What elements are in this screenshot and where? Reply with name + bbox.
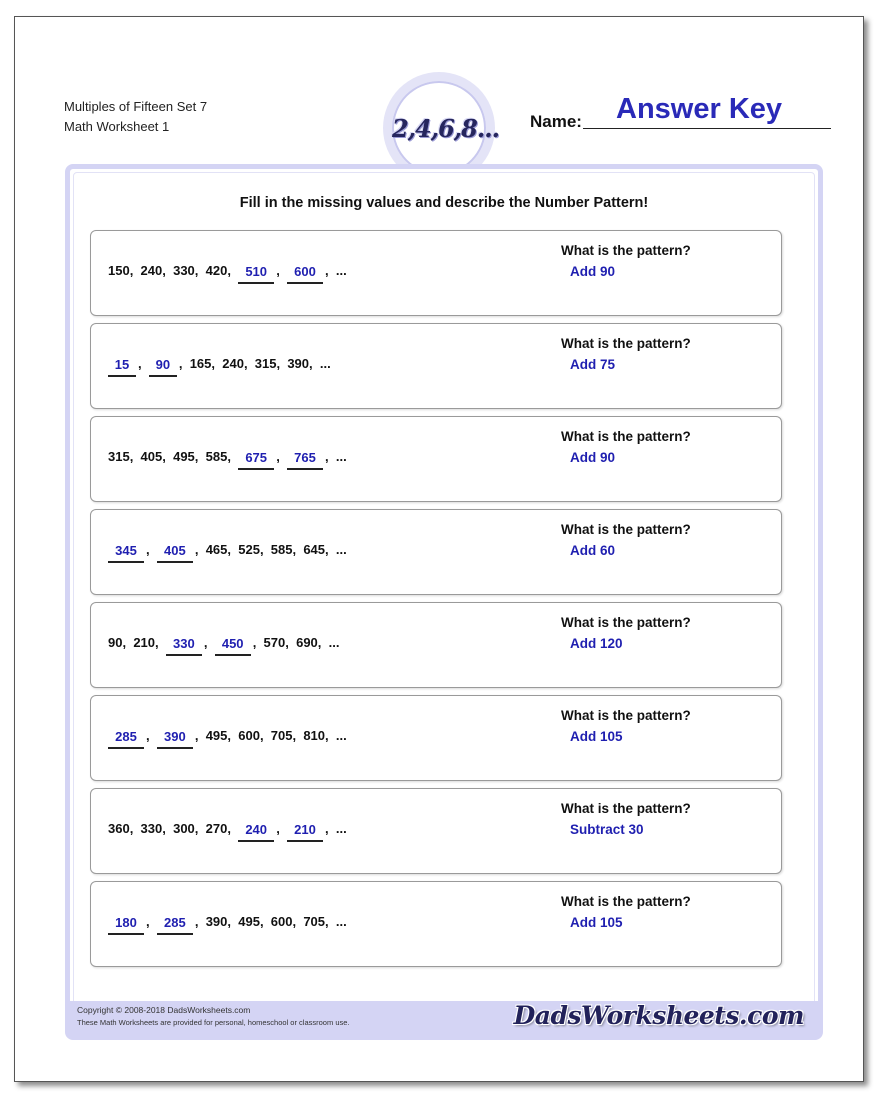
sequence-term: 210 <box>133 635 156 650</box>
pattern-answer[interactable]: Add 75 <box>570 357 616 372</box>
sequence-term: 315 <box>254 356 277 371</box>
answer-blank[interactable]: 600 <box>287 264 323 284</box>
number-sequence <box>108 258 347 278</box>
answer-blank[interactable]: 390 <box>157 729 193 749</box>
worksheet-page <box>14 16 864 1082</box>
sequence-separator: , <box>259 914 271 929</box>
answer-blank[interactable]: 210 <box>287 822 323 842</box>
usage-notice: These Math Worksheets are provided for personal, homeschool or classroom use. <box>77 1018 350 1027</box>
sequence-term: 585 <box>270 542 293 557</box>
pattern-question: What is the pattern? <box>561 801 691 816</box>
answer-blank[interactable]: 510 <box>238 264 274 284</box>
answer-blank[interactable]: 405 <box>157 543 193 563</box>
sequence-separator: , <box>155 635 166 650</box>
sequence-term: 600 <box>238 728 260 743</box>
sequence-separator: , <box>146 542 157 557</box>
sequence-separator: , <box>325 263 336 278</box>
sequence-separator: , <box>243 356 255 371</box>
answer-blank[interactable]: 285 <box>157 915 193 935</box>
sequence-separator: , <box>227 914 239 929</box>
sequence-term: 165 <box>189 356 212 371</box>
sequence-separator: , <box>276 821 288 836</box>
sequence-separator: , <box>227 728 239 743</box>
sequence-term: 240 <box>222 356 244 371</box>
pattern-question: What is the pattern? <box>561 243 691 258</box>
sequence-term: 600 <box>270 914 293 929</box>
logo-ring <box>392 81 499 175</box>
pattern-question: What is the pattern? <box>561 429 691 444</box>
sequence-separator: , <box>146 914 157 929</box>
sequence-separator: , <box>292 728 304 743</box>
sequence-term: 390 <box>205 914 228 929</box>
sequence-separator: , <box>194 821 206 836</box>
sequence-separator: , <box>194 914 206 929</box>
sequence-term: 390 <box>287 356 310 371</box>
sequence-separator: , <box>325 821 336 836</box>
sequence-term: 405 <box>140 449 163 464</box>
sequence-separator: , <box>317 635 329 650</box>
answer-blank[interactable]: 90 <box>149 357 177 377</box>
sequence-separator: , <box>162 449 174 464</box>
sequence-ellipsis: ... <box>328 635 340 650</box>
sequence-separator: , <box>227 449 239 464</box>
sequence-term: 330 <box>173 263 195 278</box>
problem-box <box>90 230 782 316</box>
sequence-separator: , <box>122 635 134 650</box>
sequence-separator: , <box>194 263 206 278</box>
answer-blank[interactable]: 765 <box>287 450 323 470</box>
sequence-separator: , <box>194 449 206 464</box>
sequence-term: 645 <box>303 542 326 557</box>
sequence-separator: , <box>227 263 239 278</box>
sequence-separator: , <box>325 449 336 464</box>
sequence-separator: , <box>325 728 336 743</box>
sequence-separator: , <box>138 356 149 371</box>
sequence-separator: , <box>292 542 304 557</box>
sequence-term: 495 <box>238 914 260 929</box>
sequence-term: 495 <box>173 449 195 464</box>
sequence-term: 150 <box>108 263 130 278</box>
answer-blank[interactable]: 450 <box>215 636 251 656</box>
instructions: Fill in the missing values and describe the Number Pattern! <box>239 195 649 211</box>
sequence-ellipsis: ... <box>335 542 347 557</box>
answer-blank[interactable]: 180 <box>108 915 144 935</box>
footer <box>70 1001 818 1035</box>
copyright-text: Copyright © 2008-2018 DadsWorksheets.com <box>77 1005 251 1015</box>
sequence-term: 300 <box>173 821 195 836</box>
sequence-separator: , <box>162 263 174 278</box>
number-sequence <box>108 351 331 371</box>
problems-panel <box>65 164 823 1040</box>
sequence-separator: , <box>162 821 174 836</box>
sequence-ellipsis: ... <box>335 263 347 278</box>
sequence-separator: , <box>292 914 304 929</box>
sequence-term: 585 <box>205 449 228 464</box>
sequence-term: 90 <box>108 635 123 650</box>
sequence-term: 570 <box>263 635 286 650</box>
pattern-answer[interactable]: Add 60 <box>570 543 616 558</box>
sequence-term: 360 <box>108 821 130 836</box>
sequence-ellipsis: ... <box>335 728 347 743</box>
sequence-term: 270 <box>205 821 228 836</box>
sequence-separator: , <box>276 356 288 371</box>
sequence-separator: , <box>252 635 264 650</box>
sequence-term: 330 <box>140 821 163 836</box>
sequence-ellipsis: ... <box>335 914 347 929</box>
sequence-separator: , <box>325 914 336 929</box>
sequence-ellipsis: ... <box>319 356 331 371</box>
sequence-term: 240 <box>140 263 163 278</box>
number-sequence <box>108 444 347 464</box>
problem-box <box>90 602 782 688</box>
sequence-separator: , <box>146 728 157 743</box>
sequence-term: 525 <box>238 542 260 557</box>
sequence-term: 810 <box>303 728 326 743</box>
name-label: Name: <box>530 112 582 131</box>
sequence-separator: , <box>203 635 215 650</box>
problem-box <box>90 416 782 502</box>
answer-blank[interactable]: 675 <box>238 450 274 470</box>
answer-blank[interactable]: 240 <box>238 822 274 842</box>
number-sequence <box>108 537 347 557</box>
sequence-separator: , <box>194 542 206 557</box>
problem-box <box>90 788 782 874</box>
sequence-term: 705 <box>270 728 293 743</box>
answer-key-label: Answer Key <box>616 93 783 125</box>
pattern-question: What is the pattern? <box>561 894 691 909</box>
pattern-answer[interactable]: Add 105 <box>570 915 623 930</box>
sequence-separator: , <box>259 542 271 557</box>
sequence-separator: , <box>129 263 141 278</box>
sequence-separator: , <box>178 356 190 371</box>
sequence-term: 465 <box>205 542 228 557</box>
sequence-separator: , <box>259 728 271 743</box>
answer-blank[interactable]: 285 <box>108 729 144 749</box>
answer-blank[interactable]: 330 <box>166 636 202 656</box>
sequence-separator: , <box>129 821 141 836</box>
worksheet-header <box>64 97 207 137</box>
worksheet-subtitle: Math Worksheet 1 <box>64 119 170 134</box>
sequence-separator: , <box>276 263 288 278</box>
answer-blank[interactable]: 345 <box>108 543 144 563</box>
pattern-question: What is the pattern? <box>561 708 691 723</box>
logo-text: 2,4,6,8... <box>392 114 499 143</box>
sequence-term: 495 <box>205 728 228 743</box>
sequence-separator: , <box>276 449 288 464</box>
pattern-answer[interactable]: Add 105 <box>570 729 623 744</box>
number-sequence <box>108 816 347 836</box>
sequence-ellipsis: ... <box>335 821 347 836</box>
sequence-separator: , <box>227 821 239 836</box>
pattern-question: What is the pattern? <box>561 615 691 630</box>
worksheet-title: Multiples of Fifteen Set 7 <box>64 99 208 114</box>
name-line <box>583 128 831 129</box>
problem-box <box>90 881 782 967</box>
sequence-ellipsis: ... <box>335 449 347 464</box>
problem-box <box>90 695 782 781</box>
pattern-answer[interactable]: Add 90 <box>570 264 616 279</box>
brand-logo: DadsWorksheets.com <box>513 1001 804 1030</box>
sequence-separator: , <box>129 449 141 464</box>
pattern-answer[interactable]: Add 90 <box>570 450 616 465</box>
pattern-question: What is the pattern? <box>561 336 691 351</box>
pattern-question: What is the pattern? <box>561 522 691 537</box>
sequence-separator: , <box>194 728 206 743</box>
sequence-term: 420 <box>205 263 228 278</box>
sequence-separator: , <box>227 542 239 557</box>
sequence-separator: , <box>325 542 336 557</box>
pattern-answer[interactable]: Subtract 30 <box>570 822 644 837</box>
sequence-separator: , <box>309 356 320 371</box>
number-sequence <box>108 630 339 650</box>
sequence-term: 690 <box>296 635 318 650</box>
sequence-separator: , <box>285 635 297 650</box>
number-sequence <box>108 723 347 743</box>
pattern-answer[interactable]: Add 120 <box>570 636 623 651</box>
sequence-separator: , <box>211 356 223 371</box>
sequence-term: 705 <box>303 914 326 929</box>
answer-blank[interactable]: 15 <box>108 357 136 377</box>
problem-box <box>90 509 782 595</box>
problem-box <box>90 323 782 409</box>
number-sequence <box>108 909 347 929</box>
sequence-term: 315 <box>108 449 130 464</box>
